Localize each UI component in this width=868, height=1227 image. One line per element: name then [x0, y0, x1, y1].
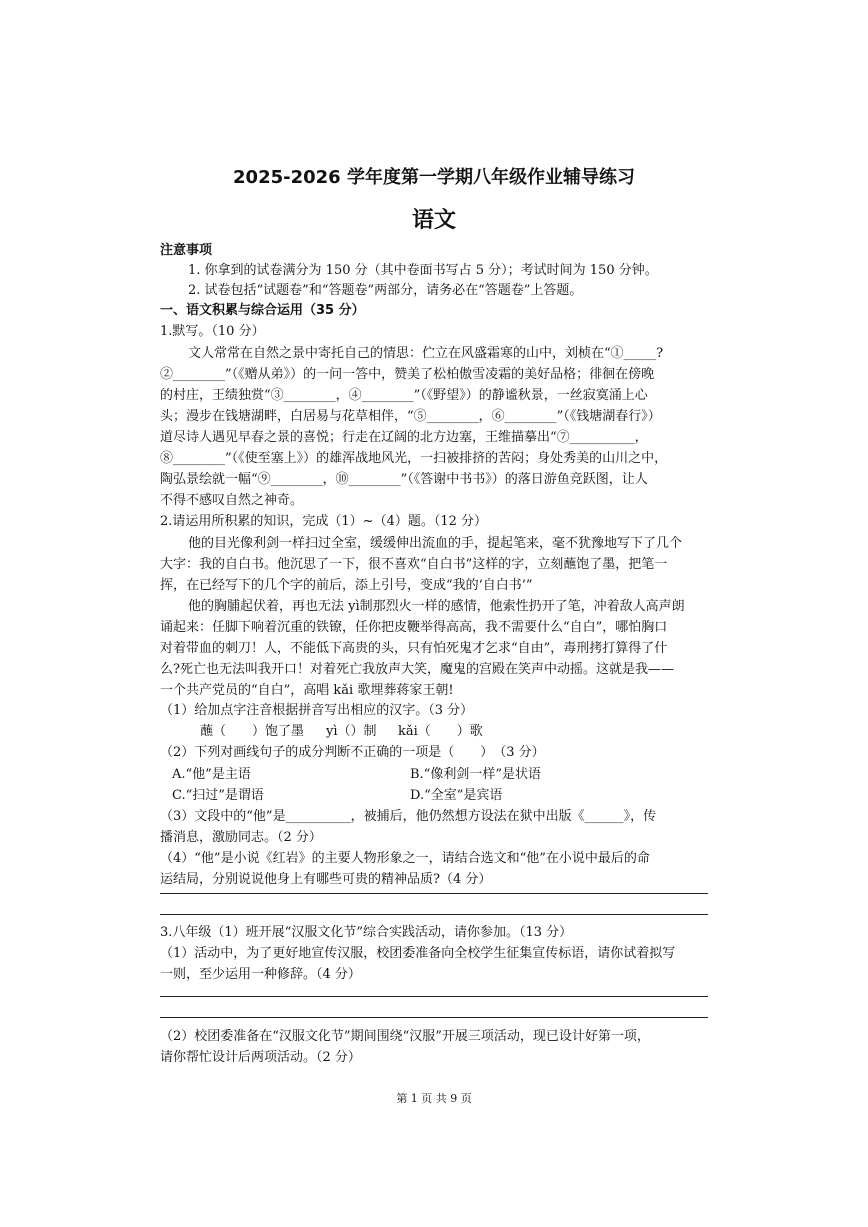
sub-question-line: （4）“他”是小说《红岩》的主要人物形象之一，请结合选文和“他”在小说中最后的命 [160, 851, 650, 866]
page-title: 2025-2026 学年度第一学期八年级作业辅导练习 [233, 167, 635, 188]
sub-question-line: 播消息，激励同志。（2 分） [160, 830, 322, 845]
q1-line: 陶弘景绘就一幅“⑨________，⑩________”（《答谢中书书》）的落日游鱼竞跃图，让人 [160, 472, 648, 487]
passage-line: 诵起来：任脚下响着沉重的铁镣，任你把皮鞭举得高高，我不需要什么“自白”，哪怕胸口 [160, 620, 668, 635]
notice-item: 1. 你拿到的试卷满分为 150 分（其中卷面书写占 5 分）；考试时间为 150 分钟。 [188, 263, 658, 278]
question-stem: 2.请运用所积累的知识，完成（1）~（4）题。（12 分） [160, 514, 488, 529]
passage-line: 么?死亡也无法叫我开口！对着死亡我放声大笑，魔鬼的宫殿在笑声中动摇。这就是我—— [160, 662, 674, 677]
sub-question-stem: （1）给加点字注音根据拼音写出相应的汉字。（3 分） [160, 703, 474, 718]
option-a: A.“他”是主语 [172, 767, 251, 782]
answer-line [160, 996, 708, 997]
notice-heading: 注意事项 [160, 243, 213, 258]
pinyin-item: 蘸（ ）饱了墨 [200, 724, 305, 739]
q1-line: 不得不感叹自然之神奇。 [160, 493, 304, 508]
q1-line: ⑧________”（《使至塞上》）的雄浑战地风光，一扫被排挤的苦闷；身处秀美的山川之中， [160, 451, 668, 466]
sub-question-line: 请你帮忙设计后两项活动。（2 分） [160, 1050, 361, 1065]
option-d: D.“全室”是宾语 [410, 788, 503, 803]
q1-line: ②________”（《赠从弟》）的一问一答中，赞美了松柏傲雪凌霜的美好品格；徘徊在傍晚 [160, 367, 655, 382]
q1-line: 的村庄，王绩独赏“③________，④________”（《野望》）的静谧秋景，一丝寂寞涌上心 [160, 388, 648, 403]
pinyin-item: yì（）制 [326, 724, 377, 739]
option-c: C.“扫过”是谓语 [172, 788, 264, 803]
q1-line: 文人常常在自然之景中寄托自己的情思：伫立在风盛霜寒的山中，刘桢在“①_____? [188, 346, 664, 361]
subject-title: 语文 [411, 208, 456, 233]
passage-line: 他的目光像利剑一样扫过全室，缓缓伸出流血的手，提起笔来，毫不犹豫地写下了几个 [188, 536, 683, 551]
passage-line: 一个共产党员的“自白”，高唱 kǎi 歌埋葬蒋家王朝! [160, 683, 454, 698]
sub-question-line: （1）活动中，为了更好地宣传汉服，校团委准备向全校学生征集宣传标语，请你试着拟写 [160, 946, 676, 961]
sub-question-line: 一则，至少运用一种修辞。（4 分） [160, 967, 361, 982]
sub-question-line: 运结局，分别说说他身上有哪些可贵的精神品质?（4 分） [160, 872, 492, 887]
q1-line: 道尽诗人遇见早春之景的喜悦；行走在辽阔的北方边塞，王维描摹出“⑦__________， [160, 430, 648, 445]
question-stem: 3.八年级（1）班开展“汉服文化节”综合实践活动，请你参加。（13 分） [160, 925, 573, 940]
q1-line: 头；漫步在钱塘湖畔，白居易与花草相伴，“⑤________，⑥________”（《钱塘湖春行》） [160, 409, 661, 424]
question-stem: 1.默写。（10 分） [160, 324, 265, 339]
option-b: B.“像利剑一样”是状语 [410, 767, 541, 782]
sub-question-stem: （2）下列对画线句子的成分判断不正确的一项是（ ） （3 分） [160, 745, 545, 760]
answer-line [160, 914, 708, 915]
passage-line: 大字：我的自白书。他沉思了一下，很不喜欢“自白书”这样的字，立刻蘸饱了墨，把笔一 [160, 557, 668, 572]
section-heading: 一、语文积累与综合运用（35 分） [160, 303, 365, 318]
passage-line: 他的胸脯起伏着，再也无法 yì制那烈火一样的感情，他索性扔开了笔，冲着敌人高声朗 [188, 599, 685, 614]
pinyin-item: kǎi（ ）歌 [398, 724, 483, 739]
passage-line: 对着带血的刺刀！人，不能低下高贵的头，只有怕死鬼才乞求“自由”，毒刑拷打算得了什 [160, 641, 668, 656]
passage-line: 挥，在已经写下的几个字的前后，添上引号，变成“我的‘自白书’” [160, 578, 533, 593]
answer-line [160, 893, 708, 894]
answer-line [160, 1017, 708, 1018]
notice-item: 2. 试卷包括“试题卷”和“答题卷”两部分，请务必在“答题卷”上答题。 [188, 283, 583, 298]
sub-question-line: （2）校团委准备在“汉服文化节”期间围绕“汉服”开展三项活动，现已设计好第一项， [160, 1029, 650, 1044]
sub-question-line: （3）文段中的“他”是__________，被捕后，他仍然想方设法在狱中出版《______》，传 [160, 809, 657, 824]
page-number: 第 1 页 共 9 页 [396, 1092, 472, 1105]
